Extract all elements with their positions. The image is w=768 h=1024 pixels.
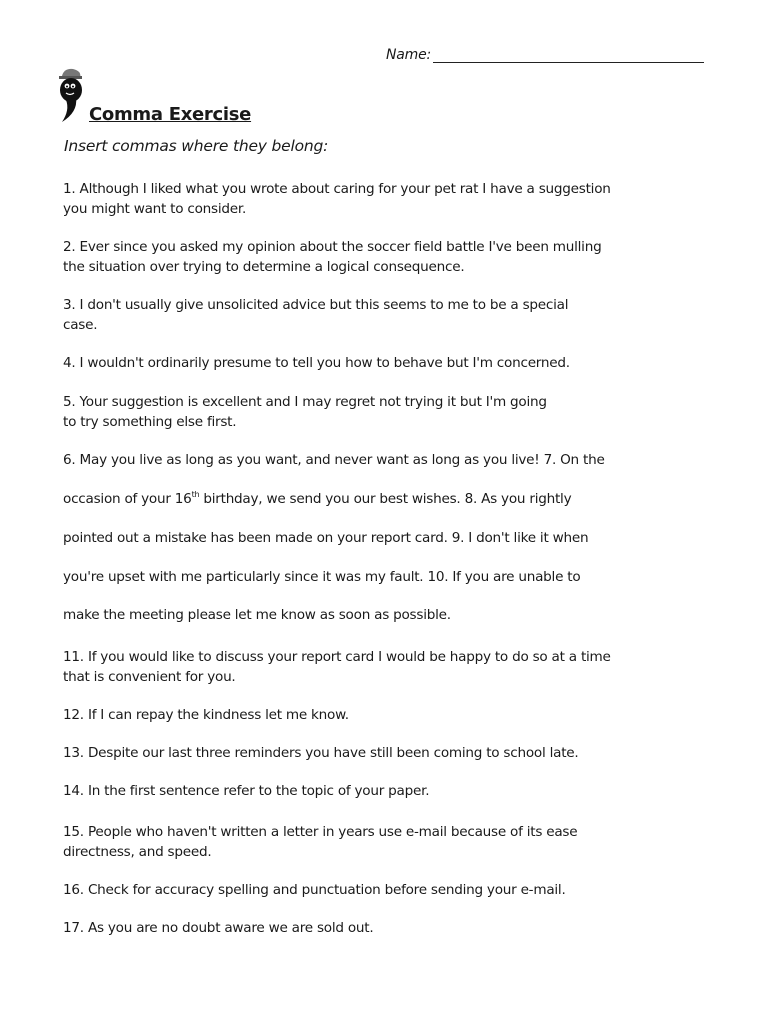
exercise-item-11 <box>63 647 611 687</box>
page-title: Comma Exercise <box>89 104 252 125</box>
item-line: directness, and speed. <box>63 844 212 860</box>
exercise-item-4 <box>63 353 570 373</box>
item-line: 12. If I can repay the kindness let me know. <box>63 707 349 723</box>
item-line: make the meeting please let me know as soon as possible. <box>63 607 451 623</box>
exercise-item-5 <box>63 392 547 432</box>
item-line: 1. Although I liked what you wrote about caring for your pet rat I have a suggestion <box>63 181 611 197</box>
text-segment: birthday, we send you our best wishes. 8. As you rightly <box>199 491 572 507</box>
item-line: the situation over trying to determine a logical consequence. <box>63 259 465 275</box>
comma-mascot-icon <box>56 66 86 124</box>
exercise-item-16 <box>63 880 566 900</box>
item-line: 4. I wouldn't ordinarily presume to tell you how to behave but I'm concerned. <box>63 355 570 371</box>
item-line: you might want to consider. <box>63 201 247 217</box>
item-line: 14. In the first sentence refer to the topic of your paper. <box>63 783 430 799</box>
name-label: Name: <box>386 47 432 63</box>
exercise-paragraph-line <box>63 605 451 625</box>
item-line <box>63 489 571 509</box>
item-line: 5. Your suggestion is excellent and I may regret not trying it but I'm going <box>63 394 547 410</box>
instructions: Insert commas where they belong: <box>64 137 329 155</box>
exercise-item-3 <box>63 295 568 335</box>
item-line: 2. Ever since you asked my opinion about the soccer field battle I've been mulling <box>63 239 602 255</box>
exercise-item-15 <box>63 822 577 862</box>
exercise-item-13 <box>63 743 578 763</box>
exercise-item-2 <box>63 237 601 277</box>
exercise-item-12 <box>63 705 349 725</box>
item-line: 3. I don't usually give unsolicited advice but this seems to me to be a special <box>63 297 569 313</box>
item-line: 13. Despite our last three reminders you have still been coming to school late. <box>63 745 579 761</box>
exercise-paragraph-line <box>63 567 580 587</box>
item-line: 16. Check for accuracy spelling and punctuation before sending your e-mail. <box>63 882 566 898</box>
item-line: pointed out a mistake has been made on your report card. 9. I don't like it when <box>63 530 589 546</box>
name-blank-line[interactable] <box>433 48 704 63</box>
exercise-paragraph-line <box>63 528 588 548</box>
item-line: 15. People who haven't written a letter in years use e-mail because of its ease <box>63 824 578 840</box>
item-line: that is convenient for you. <box>63 669 236 685</box>
ordinal-suffix: th <box>191 490 200 499</box>
exercise-item-1 <box>63 179 611 219</box>
exercise-paragraph-line <box>63 489 571 509</box>
item-line: you're upset with me particularly since it was my fault. 10. If you are unable to <box>63 569 581 585</box>
item-line: 6. May you live as long as you want, and never want as long as you live! 7. On the <box>63 452 605 468</box>
exercise-item-17 <box>63 918 373 938</box>
item-line: case. <box>63 317 98 333</box>
item-line: 11. If you would like to discuss your report card I would be happy to do so at a time <box>63 649 611 665</box>
item-line: to try something else first. <box>63 414 237 430</box>
exercise-paragraph-line <box>63 450 605 470</box>
name-field[interactable] <box>386 47 704 63</box>
exercise-item-14 <box>63 781 429 801</box>
item-line: 17. As you are no doubt aware we are sold out. <box>63 920 374 936</box>
text-segment: occasion of your 16 <box>63 491 192 507</box>
